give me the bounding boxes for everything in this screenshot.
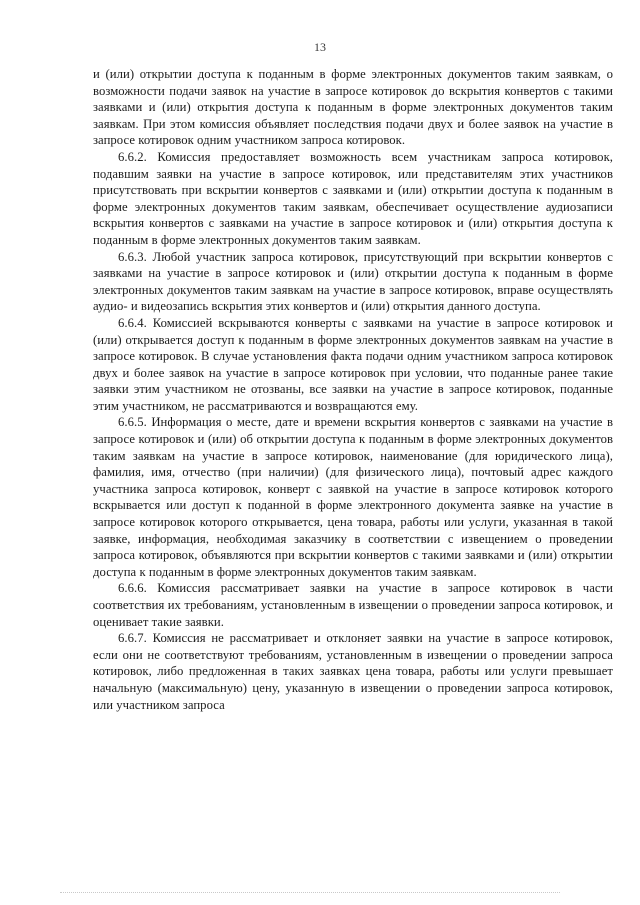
scan-edge-divider: [60, 892, 560, 893]
paragraph-continuation: и (или) открытии доступа к поданным в форме электронных документов таким заявкам, о возможности подачи заявок на участие в запросе котировок до вскрытия конвертов с такими заявками и (или) открытия доступа к поданным в форме электронных документов таким заявкам. При этом комиссия объявляет последствия подачи двух и более заявок на участие в запросе котировок одним участником запроса котировок.: [93, 67, 613, 148]
paragraph-6-6-7: 6.6.7. Комиссия не рассматривает и отклоняет заявки на участие в запросе котировок, если они не соответствуют требованиям, установленным в извещении о проведении запроса котировок, либо предложенная в таких заявках цена товара, работы или услуги превышает начальную (максимальную) цену, указанную в извещении о проведении запроса котировок, или участником запроса: [93, 631, 613, 712]
paragraph-6-6-5: 6.6.5. Информация о месте, дате и времени вскрытия конвертов с заявками на участие в запросе котировок и (или) об открытии доступа к поданным в форме электронных документов таким заявкам на участие в запросе котировок, наименование (для юридического лица), фамилия, имя, отчество (при наличии) (для физического лица), почтовый адрес каждого участника запроса котировок, конверт с заявкой на участие в запросе котировок которого вскрывается или доступ к поданной в форме электронного документа заявке на участие в запросе котировок которого открывается, цена товара, работы или услуги, указанная в такой заявке, информация, необходимая заказчику в соответствии с извещением о проведении запроса котировок, объявляются при вскрытии конвертов с такими заявками и (или) открытии доступа к поданным в форме электронных документов таким заявкам.: [93, 415, 613, 579]
paragraph-6-6-6: 6.6.6. Комиссия рассматривает заявки на участие в запросе котировок в части соответствия их требованиям, установленным в извещении о проведении запроса котировок, и оценивает такие заявки.: [93, 581, 613, 629]
page-number: 13: [314, 40, 326, 54]
paragraph-6-6-4: 6.6.4. Комиссией вскрываются конверты с заявками на участие в запросе котировок и (или) открывается доступ к поданным в форме электронных документов заявкам на участие в запросе котировок. В случае установления факта подачи одним участником запроса котировок двух и более заявок на участие в запросе котировок при условии, что поданные ранее такие заявки этим участником не отозваны, все заявки на участие в запросе котировок, поданные этим участником, не рассматриваются и возвращаются ему.: [93, 315, 613, 413]
paragraph-6-6-2: 6.6.2. Комиссия предоставляет возможность всем участникам запроса котировок, подавшим заявки на участие в запросе котировок, или представителям этих участников присутствовать при вскрытии конвертов с заявками и (или) открытии доступа к поданным в форме электронных документов таким заявкам, обеспечивает осуществление аудиозаписи вскрытия конвертов с заявками на участие в запросе котировок и (или) открытия доступа к поданным в форме электронных документов таким заявкам.: [93, 149, 613, 247]
paragraph-6-6-3: 6.6.3. Любой участник запроса котировок, присутствующий при вскрытии конвертов с заявками на участие в запросе котировок и (или) открытии доступа к поданным в форме электронных документов таким заявкам на участие в запросе котировок, вправе осуществлять аудио- и видеозапись вскрытия этих конвертов и (или) открытия данного доступа.: [93, 249, 613, 314]
body-text: [93, 66, 613, 713]
